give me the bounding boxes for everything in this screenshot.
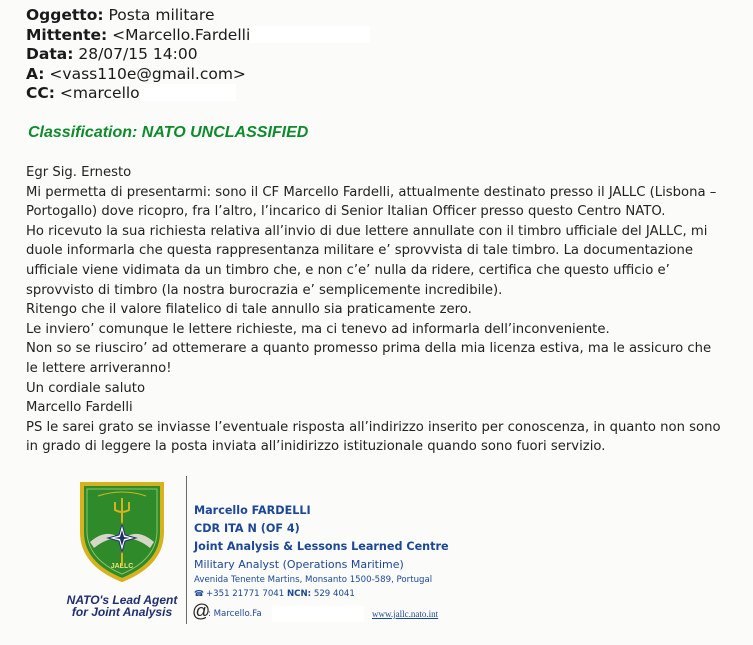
signature-website-link[interactable]: www.jallc.nato.int [372,609,439,619]
jallc-shield-logo [76,480,168,584]
tagline-line-1: NATO's Lead Agent [66,593,178,607]
signature-organization: Joint Analysis & Lessons Learned Centre [194,540,449,553]
cc-value: <marcello [59,84,140,102]
sender-value: <Marcello.Fardelli [112,25,251,44]
date-row [26,45,370,65]
signature-name: Marcello FARDELLI [194,504,311,517]
sender-row [26,26,370,46]
phone-number: +351 21771 7041 [205,589,285,599]
greeting: Egr Sig. Ernesto [26,165,132,180]
email-redaction [272,606,364,622]
cc-label: CC: [26,84,55,102]
date-label: Data: [26,45,74,63]
signoff-name: Marcello Fardelli [26,400,133,416]
agency-tagline [60,594,184,618]
tagline-line-2: for Joint Analysis [71,605,173,619]
classification-banner: Classification: NATO UNCLASSIFIED [28,124,309,141]
signature-email-row [194,601,494,623]
shield-logo-text: JALLC [110,563,134,570]
body-paragraph: Non so se riusciro’ ad ottemerare a quanto promesso prima della mia licenza estiva, ma le assicuro che le lettere arriveranno! [26,341,712,376]
cc-row [26,84,370,104]
body-paragraph: Le inviero’ comunque le lettere richieste, ma ci tenevo ad informarla dell’inconveniente. [26,321,610,337]
signature-phone-row [194,587,494,601]
body-paragraph: Ritengo che il valore filatelico di tale annullo sia praticamente zero. [26,302,472,318]
to-row [26,65,370,85]
signature-block [60,476,480,626]
signature-address: Avenida Tenente Martins, Monsanto 1500-589, Portugal [194,575,433,585]
to-value: <vass110e@gmail.com> [49,64,246,83]
sender-label: Mittente: [26,25,108,44]
phone-icon: ☎ [194,589,204,598]
at-icon: @ [192,601,211,621]
contact-card [194,502,494,623]
subject-value: Posta militare [108,6,215,24]
ncn-number: 529 4041 [313,589,355,599]
sender-redaction [250,26,370,43]
subject-row [26,6,370,26]
email-header [26,6,370,104]
email-body [26,163,726,457]
date-value: 28/07/15 14:00 [78,45,198,63]
to-label: A: [26,64,45,83]
signature-role: Military Analyst (Operations Maritime) [194,558,404,571]
cc-redaction [140,84,236,101]
body-paragraph: Mi permetta di presentarmi: sono il CF Marcello Fardelli, attualmente destinato presso il JALLC (Lisbona – Portogallo) dove ricopro, fra l’altro, l’incarico di Senior Italian Officer presso questo Centro NATO. [26,184,717,220]
signature-divider [186,476,187,624]
signature-rank: CDR ITA N (OF 4) [194,522,300,535]
body-paragraph: Ho ricevuto la sua richiesta relativa all’invio di due lettere annullate con il timbro ufficiale del JALLC, mi duole informarla che questa rappresentanza militare e’ sprovvista di tale timbro. La documentazione ufficiale viene vidimata da un timbro che, e non c’e’ nulla da ridere, certifica che questo ufficio e’ sprovvisto di timbro (la nostra burocrazia e’ semplicemente incredibile). [26,223,708,298]
closing: Un cordiale saluto [26,380,146,396]
signature-email[interactable]: : Marcello.Fa [208,609,262,619]
subject-label: Oggetto: [26,6,104,24]
postscript: PS le sarei grato se inviasse l’eventuale risposta all’indirizzo inserito per conoscenza, in quanto non sono in grado di leggere la posta inviata all’inidirizzo istituzionale quando sono fuori servizio. [26,419,721,455]
ncn-label: NCN: [286,589,312,599]
